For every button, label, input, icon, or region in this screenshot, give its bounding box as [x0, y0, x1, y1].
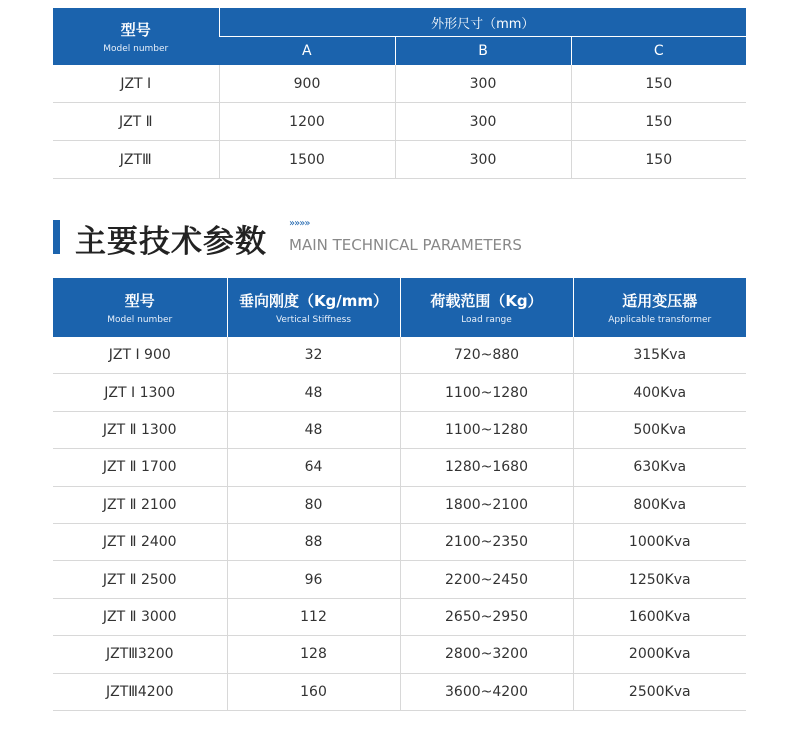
load-range-cell: 2650~2950 — [400, 598, 573, 635]
model-cell: JZT Ⅰ — [53, 65, 219, 103]
section-title-cn: 主要技术参数 — [75, 224, 267, 260]
load-range-cell: 1100~1280 — [400, 374, 573, 411]
stiffness-cell: 64 — [227, 449, 400, 486]
model-header-en: Model number — [107, 315, 173, 325]
stiffness-header: 垂向刚度（Kg/mm） — [238, 292, 389, 310]
model-header: 型号 — [120, 21, 151, 39]
load-range-cell: 2800~3200 — [400, 636, 573, 673]
transformer-cell: 400Kva — [573, 374, 746, 411]
transformer-header: 适用变压器 — [622, 292, 698, 310]
model-cell: JZT Ⅱ 1300 — [53, 411, 227, 448]
table-row — [53, 65, 746, 103]
dim-b-cell: 300 — [395, 103, 571, 141]
model-cell: JZT Ⅰ 900 — [53, 337, 227, 374]
dim-a-cell: 900 — [219, 65, 395, 103]
parameters-table — [53, 278, 746, 711]
model-cell: JZTⅢ — [53, 141, 219, 179]
model-header-en: Model number — [103, 44, 169, 54]
stiffness-cell: 160 — [227, 673, 400, 710]
table-row — [53, 486, 746, 523]
dim-b-cell: 300 — [395, 65, 571, 103]
model-header-cell — [53, 8, 219, 65]
table-row — [53, 449, 746, 486]
model-cell: JZT Ⅰ 1300 — [53, 374, 227, 411]
load-range-header-cell — [400, 278, 573, 337]
stiffness-cell: 112 — [227, 598, 400, 635]
model-header: 型号 — [124, 292, 155, 310]
table-row — [53, 561, 746, 598]
dim-a-cell: 1500 — [219, 141, 395, 179]
table-row — [53, 636, 746, 673]
table-row — [53, 673, 746, 710]
transformer-header-en: Applicable transformer — [608, 315, 712, 325]
transformer-cell: 500Kva — [573, 411, 746, 448]
section-subtitle-en: MAIN TECHNICAL PARAMETERS — [289, 236, 522, 254]
table-row — [53, 374, 746, 411]
load-range-cell: 1800~2100 — [400, 486, 573, 523]
model-cell: JZT Ⅱ 3000 — [53, 598, 227, 635]
load-range-cell: 1100~1280 — [400, 411, 573, 448]
dimensions-table — [53, 8, 746, 179]
model-cell: JZT Ⅱ 2500 — [53, 561, 227, 598]
section-accent-bar — [53, 220, 60, 254]
table-row — [53, 141, 746, 179]
chevrons-icon: »»»» — [289, 218, 310, 229]
table-row — [53, 411, 746, 448]
table-row — [53, 337, 746, 374]
stiffness-cell: 48 — [227, 374, 400, 411]
load-range-cell: 720~880 — [400, 337, 573, 374]
table-row — [53, 103, 746, 141]
stiffness-cell: 128 — [227, 636, 400, 673]
model-header-cell — [53, 278, 227, 337]
load-range-header-en: Load range — [461, 315, 512, 325]
stiffness-header-en: Vertical Stiffness — [275, 315, 352, 325]
dim-b-cell: 300 — [395, 141, 571, 179]
transformer-cell: 800Kva — [573, 486, 746, 523]
transformer-cell: 2500Kva — [573, 673, 746, 710]
model-cell: JZTⅢ3200 — [53, 636, 227, 673]
transformer-cell: 2000Kva — [573, 636, 746, 673]
dim-a-cell: 1200 — [219, 103, 395, 141]
dimensions-header: 外形尺寸（mm） — [219, 8, 746, 37]
dim-c-cell: 150 — [571, 103, 746, 141]
stiffness-cell: 96 — [227, 561, 400, 598]
load-range-cell: 2100~2350 — [400, 523, 573, 560]
transformer-cell: 1600Kva — [573, 598, 746, 635]
load-range-cell: 2200~2450 — [400, 561, 573, 598]
transformer-cell: 1000Kva — [573, 523, 746, 560]
dim-col-c: C — [571, 37, 746, 66]
transformer-cell: 1250Kva — [573, 561, 746, 598]
transformer-cell: 630Kva — [573, 449, 746, 486]
stiffness-header-cell — [227, 278, 400, 337]
dim-c-cell: 150 — [571, 141, 746, 179]
load-range-cell: 1280~1680 — [400, 449, 573, 486]
dim-col-b: B — [395, 37, 571, 66]
stiffness-cell: 32 — [227, 337, 400, 374]
model-cell: JZT Ⅱ 2100 — [53, 486, 227, 523]
stiffness-cell: 88 — [227, 523, 400, 560]
table-row — [53, 598, 746, 635]
transformer-header-cell — [573, 278, 746, 337]
model-cell: JZTⅢ4200 — [53, 673, 227, 710]
stiffness-cell: 48 — [227, 411, 400, 448]
dim-col-a: A — [219, 37, 395, 66]
transformer-cell: 315Kva — [573, 337, 746, 374]
table-row — [53, 523, 746, 560]
load-range-header: 荷载范围（Kg） — [430, 292, 543, 310]
load-range-cell: 3600~4200 — [400, 673, 573, 710]
dim-c-cell: 150 — [571, 65, 746, 103]
stiffness-cell: 80 — [227, 486, 400, 523]
model-cell: JZT Ⅱ 2400 — [53, 523, 227, 560]
model-cell: JZT Ⅱ — [53, 103, 219, 141]
model-cell: JZT Ⅱ 1700 — [53, 449, 227, 486]
